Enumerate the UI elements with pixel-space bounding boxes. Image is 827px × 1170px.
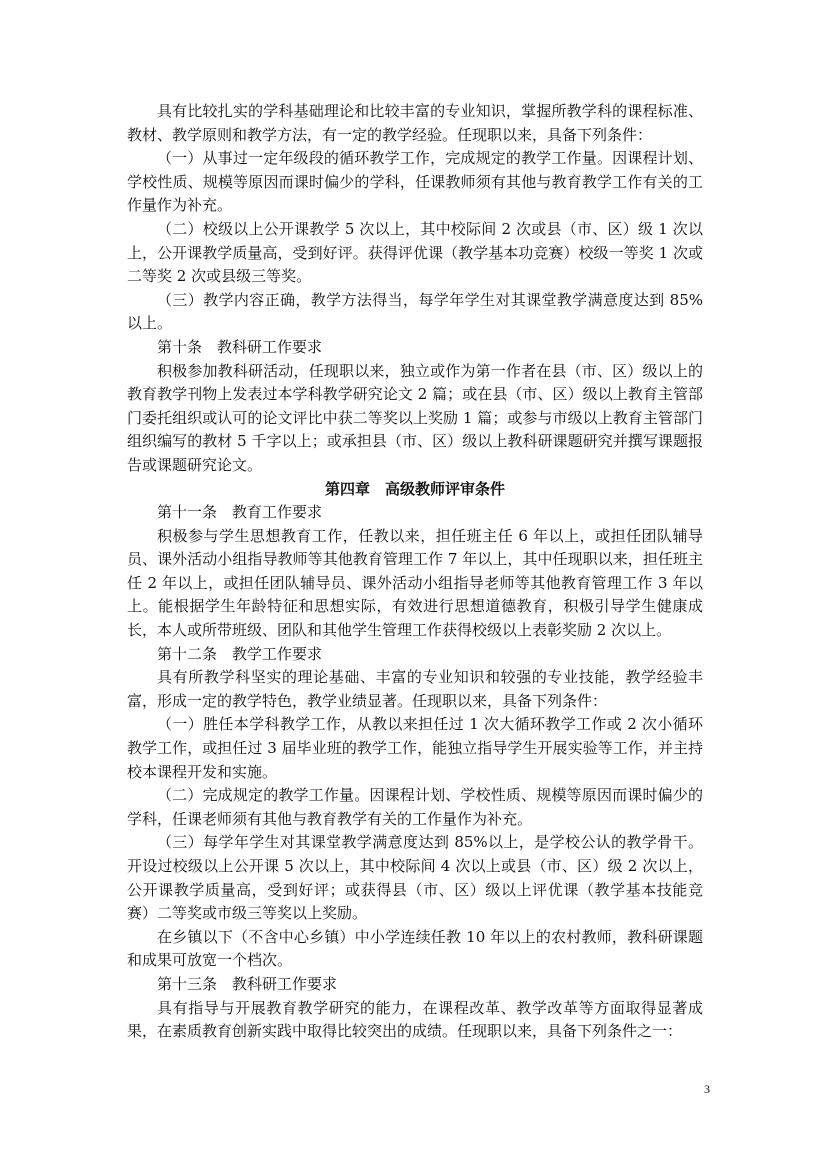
paragraph: （二）完成规定的教学工作量。因课程计划、学校性质、规模等原因而课时偏少的学科，任课老师须有其他与教育教学有关的工作量作为补充。 — [127, 786, 703, 828]
paragraph: （三）教学内容正确，教学方法得当，每学年学生对其课堂教学满意度达到 85%以上。 — [127, 290, 703, 333]
paragraph: 第十二条 教学工作要求 — [157, 644, 323, 663]
paragraph: 积极参与学生思想教育工作，任教以来，担任班主任 6 年以上，或担任团队辅导员、课外活动小组指导教师等其他教育管理工作 7 年以上，其中任现职以来，担任班主任 2 年以上，或担任团队辅导员、课外活动小组指导老师等其他教育管理工作 3 年以上。能根据学生年龄特征和思想实际，有效进行思想道德教育，积极引导学生健康成长，本人或所带班级、团队和其他学生管理工作获得校级以上表彰奖励 2 次以上。 — [127, 526, 703, 640]
paragraph: 在乡镇以下（不含中心乡镇）中小学连续任教 10 年以上的农村教师，教科研课题和成果可放宽一个档次。 — [127, 927, 703, 970]
paragraph: （一）从事过一定年级段的循环教学工作，完成规定的教学工作量。因课程计划、学校性质、规模等原因而课时偏少的学科，任课教师须有其他与教育教学工作有关的工作量作为补充。 — [127, 149, 703, 215]
paragraph: 具有比较扎实的学科基础理论和比较丰富的专业知识，掌握所教学科的课程标准、教材、教学原则和教学方法，有一定的教学经验。任现职以来，具备下列条件： — [127, 102, 703, 144]
paragraph: （二）校级以上公开课教学 5 次以上，其中校际间 2 次或县（市、区）级 1 次以上，公开课教学质量高，受到好评。获得评优课（教学基本功竞赛）校级一等奖 1 次或二等奖 2 次或县级三等奖。 — [127, 219, 703, 286]
paragraph: 具有所教学科坚实的理论基础、丰富的专业知识和较强的专业技能，教学经验丰富，形成一定的教学特色，教学业绩显著。任现职以来，具备下列条件： — [127, 668, 703, 710]
page-number: 3 — [704, 1082, 710, 1096]
paragraph: 具有指导与开展教育教学研究的能力，在课程改革、教学改革等方面取得显著成果，在素质教育创新实践中取得比较突出的成绩。任现职以来，具备下列条件之一： — [127, 998, 703, 1041]
paragraph: 第十一条 教育工作要求 — [157, 503, 323, 522]
paragraph: 积极参加教科研活动，任现职以来，独立或作为第一作者在县（市、区）级以上的教育教学刊物上发表过本学科教学研究论文 2 篇；或在县（市、区）级以上教育主管部门委托组织或认可的论文评比中获二等奖以上奖励 1 篇；或参与市级以上教育主管部门组织编写的教材 5 千字以上；或承担县（市、区）级以上教科研课题研究并撰写课题报告或课题研究论文。 — [127, 361, 703, 474]
paragraph: 第十三条 教科研工作要求 — [157, 974, 338, 993]
paragraph: （一）胜任本学科教学工作，从教以来担任过 1 次大循环教学工作或 2 次小循环教学工作，或担任过 3 届毕业班的教学工作，能独立指导学生开展实验等工作，并主持校本课程开发和实施。 — [127, 715, 703, 781]
paragraph: 第十条 教科研工作要求 — [157, 337, 323, 356]
paragraph: （三）每学年学生对其课堂教学满意度达到 85%以上，是学校公认的教学骨干。开设过校级以上公开课 5 次以上，其中校际间 4 次以上或县（市、区）级 2 次以上，公开课教学质量高，受到好评；或获得县（市、区）级以上评优课（教学基本技能竞赛）二等奖或市级三等奖以上奖励。 — [127, 833, 703, 923]
chapter-heading: 第四章 高级教师评审条件 — [324, 479, 505, 498]
document-body — [127, 100, 703, 1044]
